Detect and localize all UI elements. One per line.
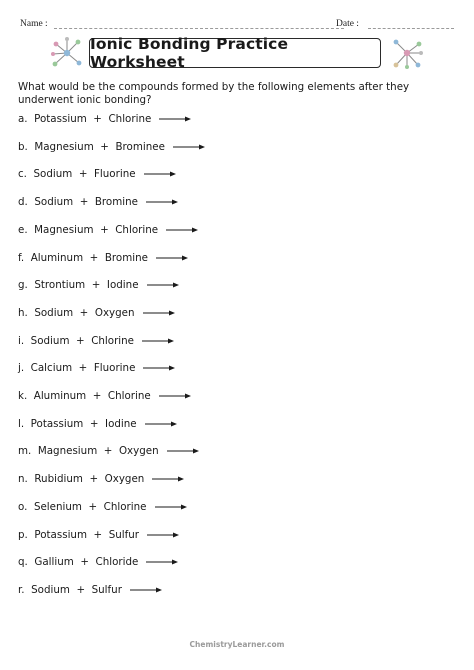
arrow-right-icon [144, 170, 176, 178]
worksheet-title: Ionic Bonding Practice Worksheet [89, 38, 381, 68]
item-text: m. Magnesium + Oxygen [18, 445, 159, 458]
name-field[interactable] [54, 28, 344, 29]
item-text: p. Potassium + Sulfur [18, 528, 140, 541]
arrow-right-icon [143, 364, 175, 372]
arrow-right-icon [145, 420, 177, 428]
item-text: o. Selenium + Chlorine [18, 500, 147, 513]
date-label: Date : [336, 19, 359, 29]
item-text: d. Sodium + Bromine [18, 196, 138, 209]
list-item [18, 278, 179, 292]
arrow-right-icon [156, 254, 188, 262]
list-item [18, 361, 175, 375]
arrow-right-icon [159, 115, 191, 123]
list-item [18, 583, 162, 597]
item-text: a. Potassium + Chlorine [18, 113, 152, 125]
header-row [20, 19, 454, 35]
item-text: q. Gallium + Chloride [18, 556, 139, 569]
date-field[interactable] [368, 28, 454, 29]
list-item [18, 195, 178, 209]
item-text: b. Magnesium + Brominee [18, 140, 165, 153]
list-item [18, 223, 198, 237]
item-text: c. Sodium + Fluorine [18, 168, 136, 181]
arrow-right-icon [155, 503, 187, 511]
item-text: l. Potassium + Iodine [18, 417, 137, 430]
arrow-right-icon [130, 586, 162, 594]
arrow-right-icon [147, 281, 179, 289]
item-text: n. Rubidium + Oxygen [18, 473, 145, 486]
list-item [18, 417, 177, 431]
molecule-icon-left [50, 36, 84, 70]
arrow-right-icon [147, 531, 179, 539]
footer-brand: ChemistryLearner.com [189, 640, 285, 649]
item-text: j. Calcium + Fluorine [18, 362, 136, 375]
list-item [18, 140, 205, 154]
name-label: Name : [20, 19, 48, 29]
list-item [18, 500, 187, 514]
item-text: h. Sodium + Oxygen [18, 306, 135, 319]
list-item [18, 528, 179, 542]
list-item [18, 306, 175, 320]
arrow-right-icon [173, 143, 205, 151]
arrow-right-icon [166, 226, 198, 234]
list-item [18, 251, 188, 265]
item-text: f. Aluminum + Bromine [18, 251, 148, 264]
item-text: g. Strontium + Iodine [18, 279, 139, 292]
list-item [18, 555, 178, 569]
arrow-right-icon [146, 558, 178, 566]
item-text: i. Sodium + Chlorine [18, 334, 135, 347]
list-item [18, 472, 184, 486]
list-item [18, 112, 191, 126]
item-text: k. Aluminum + Chlorine [18, 390, 151, 402]
question-prompt: What would be the compounds formed by the following elements after they underwent ionic bonding? [18, 81, 410, 106]
arrow-right-icon [167, 447, 199, 455]
list-item [18, 167, 176, 181]
item-text: e. Magnesium + Chlorine [18, 223, 159, 236]
list-item [18, 389, 191, 403]
arrow-right-icon [142, 337, 174, 345]
arrow-right-icon [152, 475, 184, 483]
arrow-right-icon [159, 392, 191, 400]
item-text: r. Sodium + Sulfur [18, 583, 122, 596]
list-item [18, 334, 174, 348]
arrow-right-icon [143, 309, 175, 317]
list-item [18, 444, 199, 458]
arrow-right-icon [146, 198, 178, 206]
molecule-icon-right [390, 36, 424, 70]
